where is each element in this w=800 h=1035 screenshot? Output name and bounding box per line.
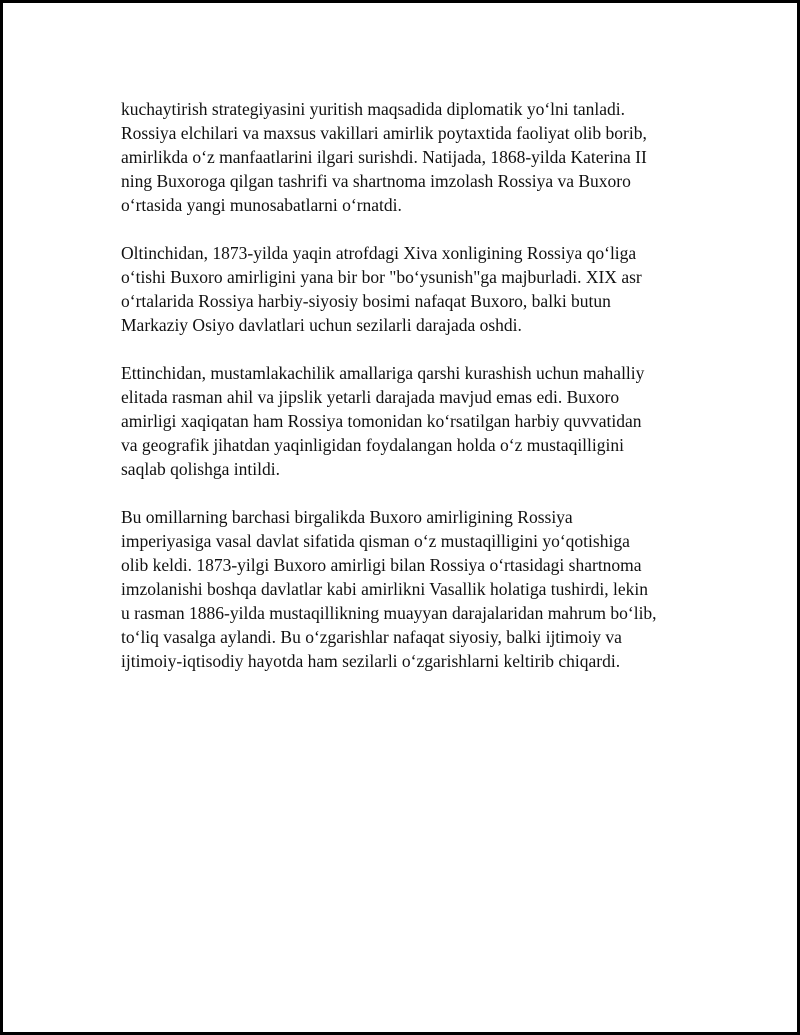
document-body — [121, 97, 701, 697]
paragraph-2: Oltinchidan, 1873-yilda yaqin atrofdagi Xiva xonligining Rossiya qo‘liga o‘tishi Buxoro amirligini yana bir bor "bo‘ysunish"ga majburladi. XIX asr o‘rtalarida Rossiya harbiy-siyosiy bosimi nafaqat Buxoro, balki butun Markaziy Osiyo davlatlari uchun sezilarli darajada oshdi. — [121, 243, 642, 335]
paragraph-1: kuchaytirish strategiyasini yuritish maqsadida diplomatik yo‘lni tanladi. Rossiya elchilari va maxsus vakillari amirlik poytaxtida faoliyat olib borib, amirlikda o‘z manfaatlarini ilgari surishdi. Natijada, 1868-yilda Katerina II ning Buxoroga qilgan tashrifi va shartnoma imzolash Rossiya va Buxoro o‘rtasida yangi munosabatlarni o‘rnatdi. — [121, 99, 647, 215]
paragraph-4: Bu omillarning barchasi birgalikda Buxoro amirligining Rossiya imperiyasiga vasal davlat sifatida qisman o‘z mustaqilligini yo‘qotishiga olib keldi. 1873-yilgi Buxoro amirligi bilan Rossiya o‘rtasidagi shartnoma imzolanishi boshqa davlatlar kabi amirlikni Vasallik holatiga tushirdi, lekin u rasman 1886-yilda mustaqillikning muayyan darajalaridan mahrum bo‘lib, to‘liq vasalga aylandi. Bu o‘zgarishlar nafaqat siyosiy, balki ijtimoiy va ijtimoiy-iqtisodiy hayotda ham sezilarli o‘zgarishlarni keltirib chiqardi. — [121, 507, 657, 671]
paragraph-3: Ettinchidan, mustamlakachilik amallariga qarshi kurashish uchun mahalliy elitada rasman ahil va jipslik yetarli darajada mavjud emas edi. Buxoro amirligi xaqiqatan ham Rossiya tomonidan ko‘rsatilgan harbiy quvvatidan va geografik jihatdan yaqinligidan foydalangan holda o‘z mustaqilligini saqlab qolishga intildi. — [121, 363, 645, 479]
